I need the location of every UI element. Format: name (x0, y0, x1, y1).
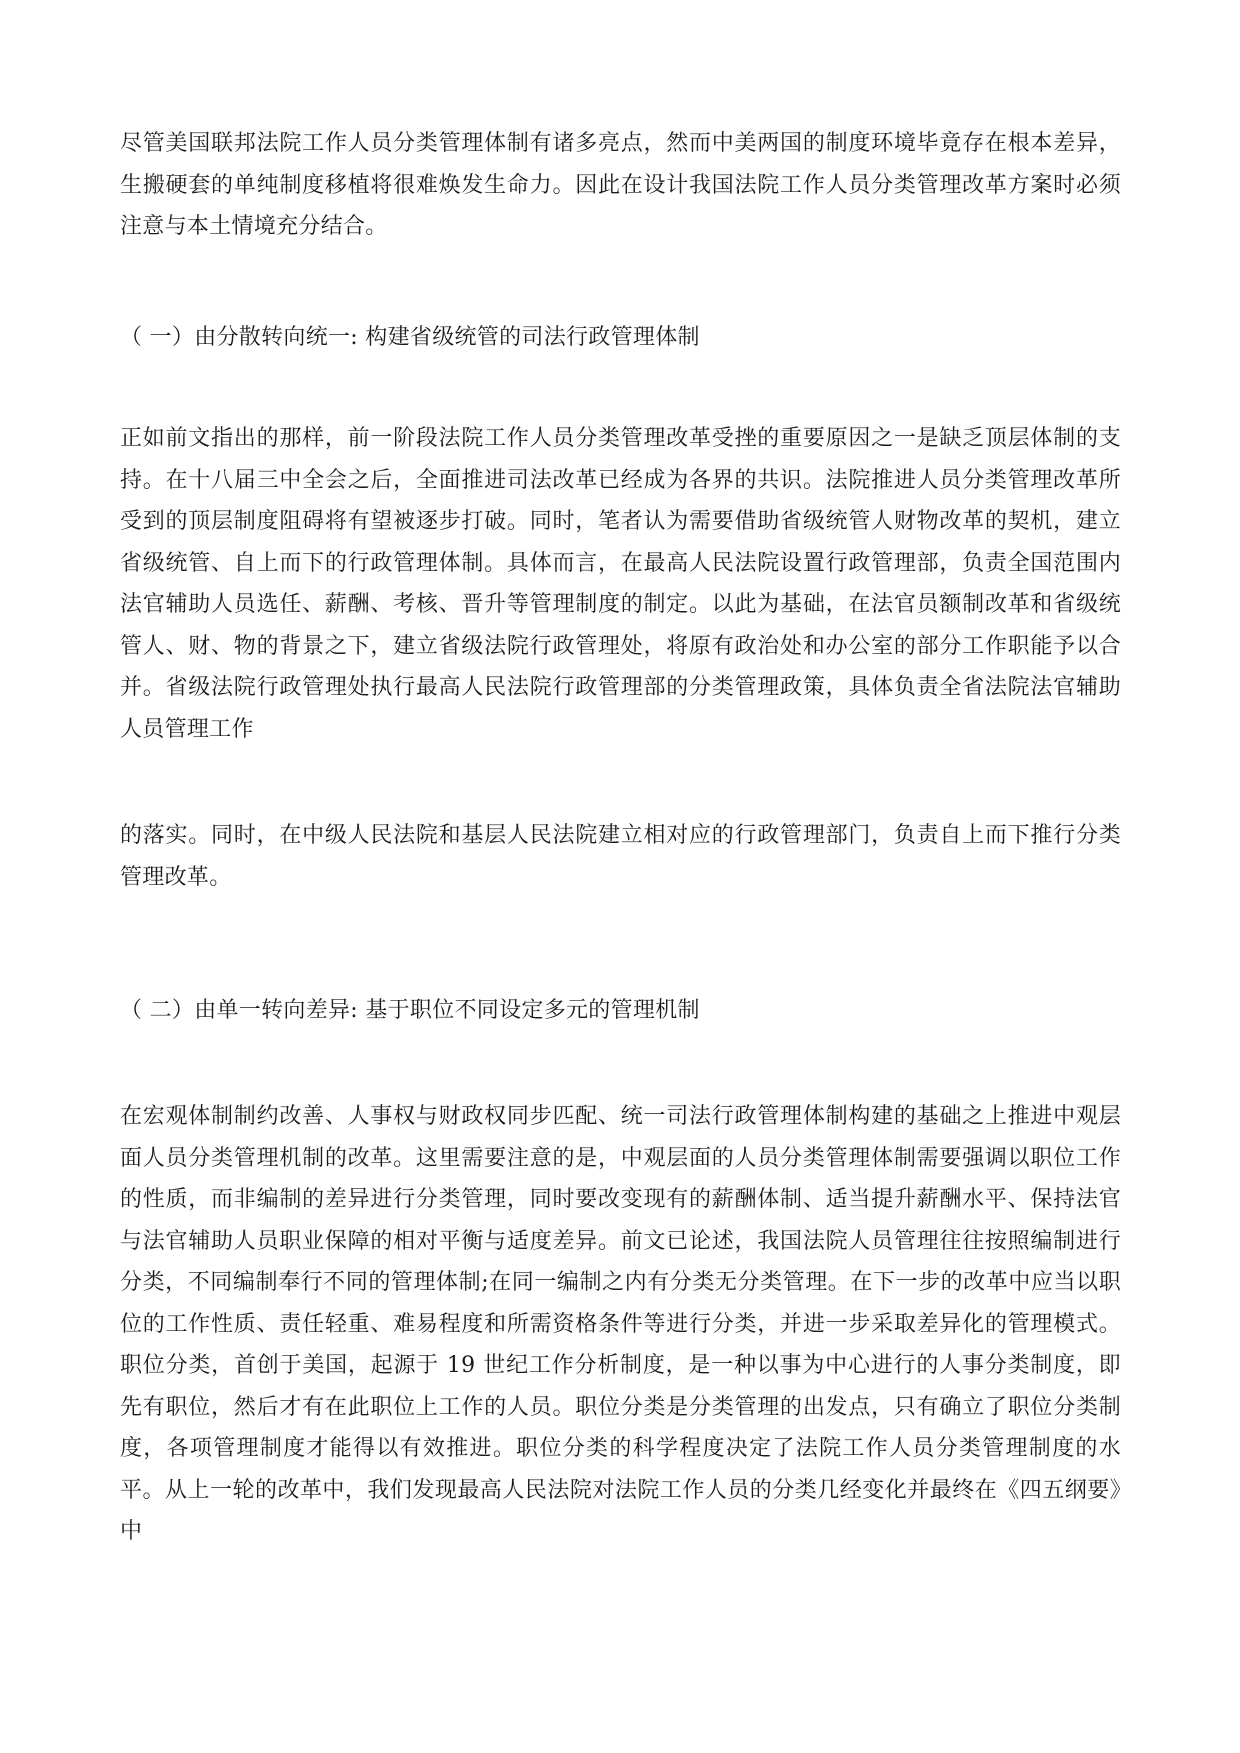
body-paragraph: 在宏观体制制约改善、人事权与财政权同步匹配、统一司法行政管理体制构建的基础之上推进中观层面人员分类管理机制的改革。这里需要注意的是，中观层面的人员分类管理体制需要强调以职位工作的性质，而非编制的差异进行分类管理，同时要改变现有的薪酬体制、适当提升薪酬水平、保持法官与法官辅助人员职业保障的相对平衡与适度差异。前文已论述，我国法院人员管理往往按照编制进行分类，不同编制奉行不同的管理体制;在同一编制之内有分类无分类管理。在下一步的改革中应当以职位的工作性质、责任轻重、难易程度和所需资格条件等进行分类，并进一步采取差异化的管理模式。职位分类，首创于美国，起源于 19 世纪工作分析制度，是一种以事为中心进行的人事分类制度，即先有职位，然后才有在此职位上工作的人员。职位分类是分类管理的出发点，只有确立了职位分类制度，各项管理制度才能得以有效推进。职位分类的科学程度决定了法院工作人员分类管理制度的水平。从上一轮的改革中，我们发现最高人民法院对法院工作人员的分类几经变化并最终在《四五纲要》中 (120, 1104, 1121, 1544)
section-heading: （ 二）由单一转向差异: 基于职位不同设定多元的管理机制 (120, 998, 700, 1023)
body-paragraph: 正如前文指出的那样，前一阶段法院工作人员分类管理改革受挫的重要原因之一是缺乏顶层体制的支持。在十八届三中全会之后，全面推进司法改革已经成为各界的共识。法院推进人员分类管理改革所受到的顶层制度阻碍将有望被逐步打破。同时，笔者认为需要借助省级统管人财物改革的契机，建立省级统管、自上而下的行政管理体制。具体而言，在最高人民法院设置行政管理部，负责全国范围内法官辅助人员选任、薪酬、考核、晋升等管理制度的制定。以此为基础，在法官员额制改革和省级统管人、财、物的背景之下，建立省级法院行政管理处，将原有政治处和办公室的部分工作职能予以合并。省级法院行政管理处执行最高人民法院行政管理部的分类管理政策，具体负责全省法院法官辅助人员管理工作 (120, 426, 1121, 742)
body-paragraph: 的落实。同时，在中级人民法院和基层人民法院建立相对应的行政管理部门，负责自上而下推行分类管理改革。 (120, 823, 1121, 890)
section-heading: （ 一）由分散转向统一: 构建省级统管的司法行政管理体制 (120, 325, 700, 350)
body-paragraph: 尽管美国联邦法院工作人员分类管理体制有诸多亮点，然而中美两国的制度环境毕竟存在根本差异，生搬硬套的单纯制度移植将很难焕发生命力。因此在设计我国法院工作人员分类管理改革方案时必须注意与本土情境充分结合。 (120, 131, 1121, 239)
